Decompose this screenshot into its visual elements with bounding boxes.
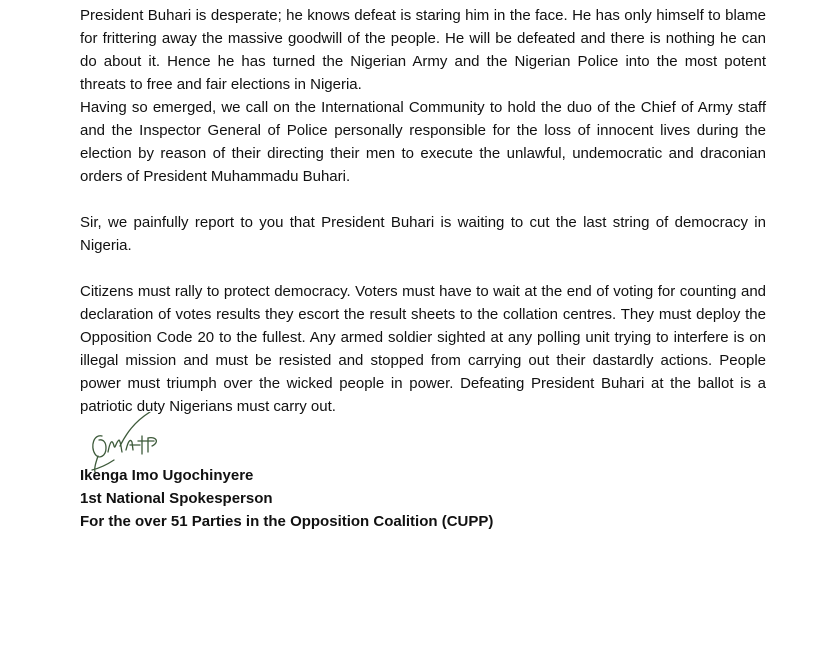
signatory-name: Ikenga Imo Ugochinyere <box>80 467 254 484</box>
paragraph-last-string-of-democracy: Sir, we painfully report to you that President Buhari is waiting to cut the last string of democracy in Nigeria. <box>80 214 766 254</box>
signatory-organization: For the over 51 Parties in the Opposition Coalition (CUPP) <box>80 513 494 530</box>
signatory-title: 1st National Spokesperson <box>80 490 273 507</box>
paragraph-buhari-desperate: President Buhari is desperate; he knows defeat is staring him in the face. He has only himself to blame for frittering away the massive goodwill of the people. He will be defeated and there is nothing he can do about it. Hence he has turned the Nigerian Army and the Nigerian Police into the most potent threats to free and fair elections in Nigeria. <box>80 7 766 93</box>
signature-block <box>80 464 493 533</box>
paragraph-international-community: Having so emerged, we call on the International Community to hold the duo of the Chief of Army staff and the Inspector General of Police personally responsible for the loss of innocent lives during the election by reason of their directing their men to execute the unlawful, undemocratic and draconian orders of President Muhammadu Buhari. <box>80 99 766 185</box>
paragraph-citizens-rally: Citizens must rally to protect democracy. Voters must have to wait at the end of voting for counting and declaration of votes results they escort the result sheets to the collation centres. They must deploy the Opposition Code 20 to the fullest. Any armed soldier sighted at any polling unit trying to interfere is on illegal mission and must be resisted and stopped from carrying out their dastardly actions. People power must triumph over the wicked people in power. Defeating President Buhari at the ballot is a patriotic duty Nigerians must carry out. <box>80 283 766 415</box>
